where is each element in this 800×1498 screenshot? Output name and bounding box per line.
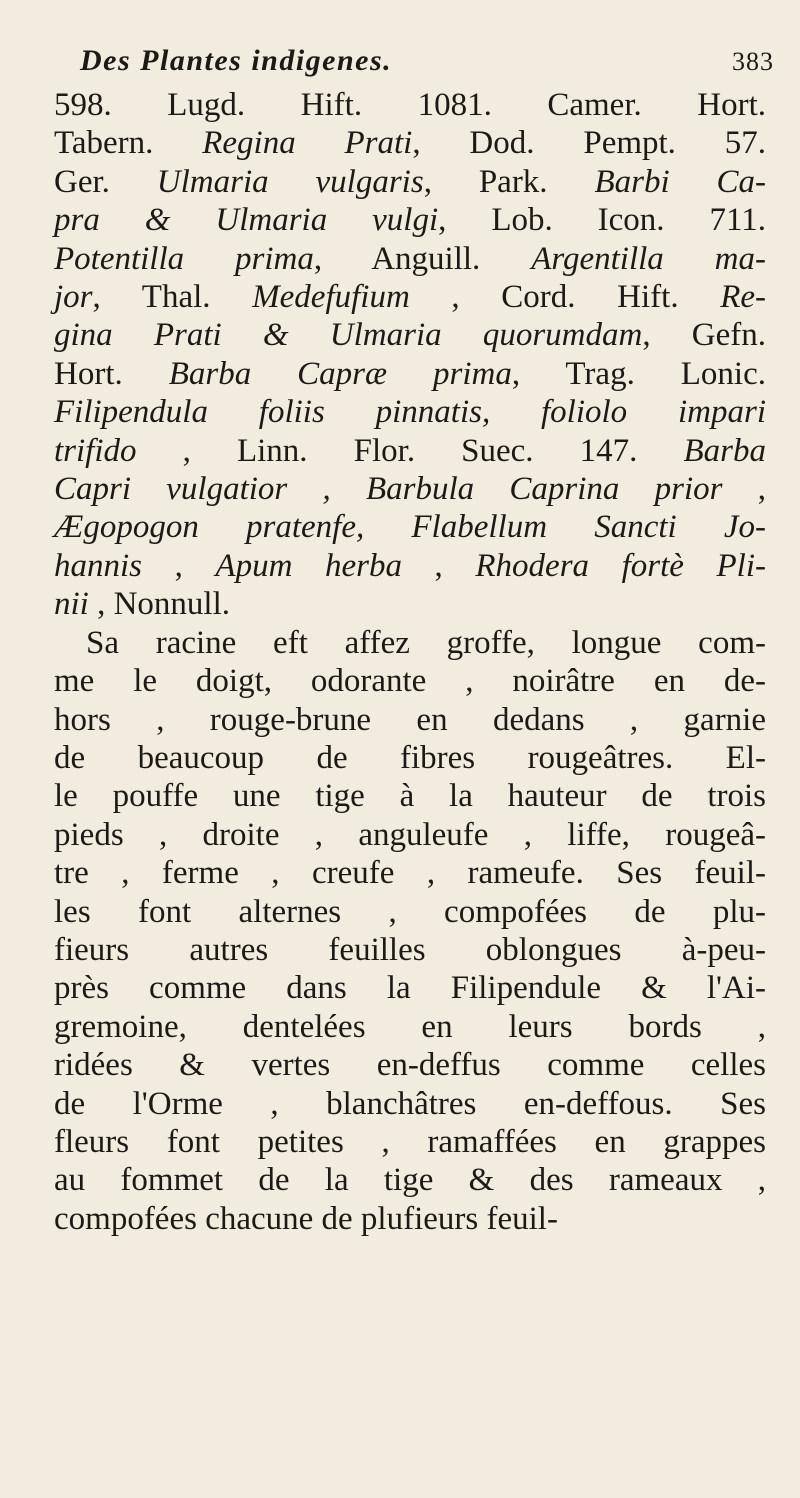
text-line: Filipendula foliis pinnatis, foliolo impari: [54, 394, 766, 431]
text-line: Potentilla prima, Anguill. Argentilla ma-: [54, 240, 766, 277]
text-line: me le doigt, odorante , noirâtre en de-: [54, 663, 766, 700]
text-line: fleurs font petites , ramaffées en grappes: [54, 1123, 766, 1160]
text-line: hors , rouge-brune en dedans , garnie: [54, 701, 766, 738]
text-line: nii , Nonnull.: [54, 586, 231, 623]
description-paragraph: [54, 624, 766, 1239]
page-number: 383: [732, 47, 774, 76]
text-line: de beaucoup de fibres rougeâtres. El-: [54, 739, 766, 776]
text-line: tre , ferme , creufe , rameufe. Ses feuil-: [54, 855, 766, 892]
text-line: hannis , Apum herba , Rhodera fortè Pli-: [54, 547, 766, 584]
text-line: fieurs autres feuilles oblongues à-peu-: [54, 931, 766, 968]
text-line: Hort. Barba Capræ prima, Trag. Lonic.: [54, 355, 766, 392]
text-line: pieds , droite , anguleufe , liffe, rougeâ-: [54, 816, 766, 853]
text-line: compofées chacune de plufieurs feuil-: [54, 1200, 558, 1237]
text-line: gina Prati & Ulmaria quorumdam, Gefn.: [54, 317, 766, 354]
text-line: Capri vulgatior , Barbula Caprina prior ,: [54, 471, 767, 508]
synonymy-paragraph: [54, 86, 766, 624]
text-line: près comme dans la Filipendule & l'Ai-: [54, 970, 766, 1007]
text-line: ridées & vertes en-deffus comme celles: [54, 1047, 766, 1084]
text-line: Ger. Ulmaria vulgaris, Park. Barbi Ca-: [54, 163, 767, 200]
text-line: de l'Orme , blanchâtres en-deffous. Ses: [54, 1085, 766, 1122]
running-header: [54, 44, 782, 84]
text-line: Tabern. Regina Prati, Dod. Pempt. 57.: [54, 125, 767, 162]
text-line: 598. Lugd. Hift. 1081. Camer. Hort.: [54, 87, 766, 123]
running-title: Des Plantes indigenes.: [80, 44, 393, 77]
text-line: le pouffe une tige à la hauteur de trois: [54, 778, 766, 815]
text-line: les font alternes , compofées de plu-: [54, 893, 766, 930]
body-text: [54, 86, 766, 1238]
text-line: au fommet de la tige & des rameaux ,: [54, 1162, 766, 1199]
text-line: Sa racine eft affez groffe, longue com-: [86, 624, 766, 661]
text-line: pra & Ulmaria vulgi, Lob. Icon. 711.: [54, 202, 766, 239]
text-line: gremoine, dentelées en leurs bords ,: [54, 1008, 766, 1045]
text-line: trifido , Linn. Flor. Suec. 147. Barba: [54, 432, 766, 469]
text-line: Ægopogon pratenfe, Flabellum Sancti Jo-: [54, 509, 766, 546]
text-line: jor, Thal. Medefufium , Cord. Hift. Re-: [54, 279, 766, 316]
